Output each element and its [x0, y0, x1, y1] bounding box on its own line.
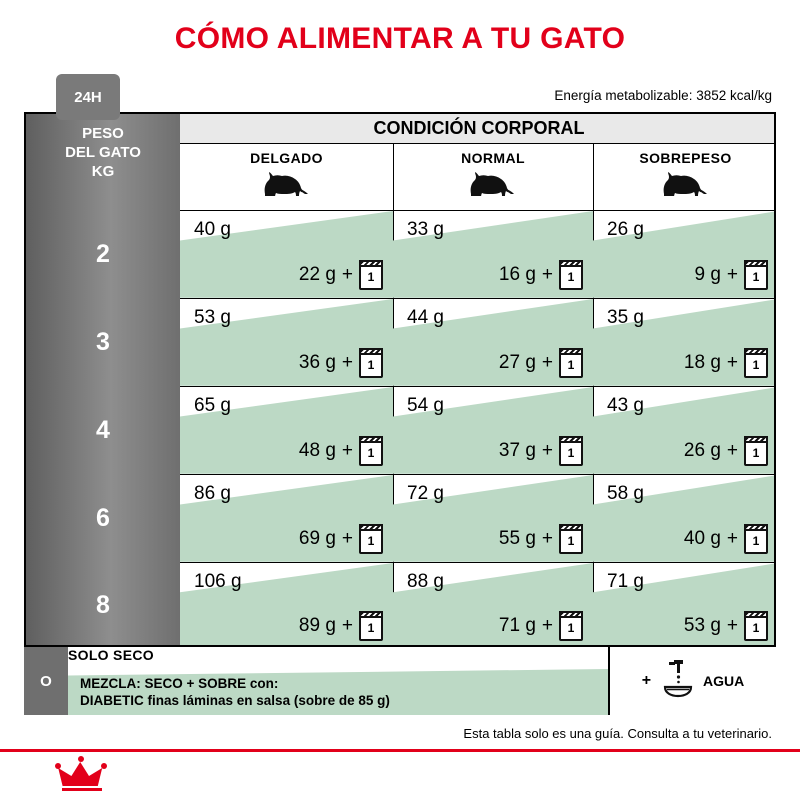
dry-amount: 54 g — [407, 395, 444, 416]
mix-amount-group — [684, 348, 768, 378]
table-cell — [393, 211, 593, 298]
mix-amount-group — [684, 524, 768, 554]
mix-amount-group — [299, 524, 383, 554]
page-title: CÓMO ALIMENTAR A TU GATO — [174, 22, 626, 55]
mix-amount-group — [684, 611, 768, 641]
or-label: O — [24, 647, 68, 715]
pouch-icon: 1 — [744, 436, 768, 466]
table-cell — [393, 563, 593, 647]
water-bowl-icon — [657, 659, 697, 704]
table-cell — [393, 299, 593, 386]
mix-amount: 36 g — [298, 351, 336, 373]
mix-amount: 37 g — [498, 439, 536, 461]
footnote: Esta tabla solo es una guía. Consulta a tu veterinario. — [463, 726, 772, 741]
mix-amount-group — [684, 436, 768, 466]
dry-amount: 40 g — [194, 219, 231, 240]
mix-amount: 9 g — [694, 263, 721, 285]
table-cell — [593, 475, 776, 562]
mix-amount-group — [499, 524, 583, 554]
weight-column — [26, 114, 180, 645]
weight-value: 4 — [96, 415, 110, 444]
column-header-sobrepeso — [593, 144, 776, 210]
plus-sign: + — [341, 351, 353, 373]
mix-amount-group — [299, 436, 383, 466]
plus-sign: + — [541, 263, 553, 285]
column-header-delgado — [180, 144, 393, 210]
water-label: AGUA — [703, 673, 745, 689]
pouch-icon: 1 — [359, 524, 383, 554]
plus-sign: + — [341, 615, 353, 636]
cat-silhouette-icon — [393, 170, 593, 201]
mix-amount: 71 g — [498, 615, 536, 636]
column-header-label: SOBREPESO — [639, 150, 732, 166]
mix-amount-group — [299, 611, 383, 641]
table-row — [180, 562, 776, 647]
mix-amount: 18 g — [683, 351, 721, 373]
mix-amount: 69 g — [298, 527, 336, 549]
table-cell — [180, 563, 393, 647]
table-row — [180, 474, 776, 562]
weight-header-line-3: KG — [91, 163, 115, 180]
dry-amount: 86 g — [194, 483, 231, 504]
mix-amount-group — [694, 260, 768, 290]
table-cell — [593, 387, 776, 474]
dry-amount: 43 g — [607, 395, 644, 416]
plus-sign: + — [726, 615, 738, 636]
mix-amount: 48 g — [298, 439, 336, 461]
column-header-label: NORMAL — [461, 150, 525, 166]
mix-title: MEZCLA: SECO + SOBRE con: — [80, 676, 279, 691]
plus-sign: + — [726, 351, 738, 373]
dry-amount: 58 g — [607, 483, 644, 504]
mix-amount-group — [499, 611, 583, 641]
column-header-label: DELGADO — [250, 150, 323, 166]
weight-header-line-1: PESO — [82, 125, 124, 142]
dry-amount: 35 g — [607, 307, 644, 328]
feeding-table — [24, 112, 776, 647]
table-row — [180, 298, 776, 386]
pouch-icon: 1 — [559, 436, 583, 466]
dry-amount: 88 g — [407, 571, 444, 592]
column-header-normal — [393, 144, 593, 210]
cat-silhouette-icon — [180, 170, 393, 201]
weight-value: 3 — [96, 327, 110, 356]
weight-column-header — [26, 124, 180, 181]
mix-amount: 27 g — [498, 351, 536, 373]
water-plus-sign: + — [641, 672, 652, 689]
pouch-icon: 1 — [559, 524, 583, 554]
plus-sign: + — [726, 439, 738, 461]
brand-bar — [0, 749, 800, 800]
pouch-icon: 1 — [359, 611, 383, 641]
footer-legend — [24, 647, 776, 715]
table-cell — [593, 211, 776, 298]
weight-value: 2 — [96, 239, 110, 268]
pouch-icon: 1 — [559, 611, 583, 641]
table-cell — [180, 475, 393, 562]
royal-canin-crown-logo — [46, 754, 116, 794]
pouch-icon: 1 — [359, 348, 383, 378]
metabolizable-energy-text: Energía metabolizable: 3852 kcal/kg — [554, 88, 772, 103]
weight-value: 8 — [96, 591, 110, 619]
24h-badge — [56, 74, 120, 120]
mix-amount-group — [499, 436, 583, 466]
dry-amount: 44 g — [407, 307, 444, 328]
mix-amount: 89 g — [298, 615, 336, 636]
plus-sign: + — [726, 263, 738, 285]
mix-amount-group — [299, 348, 383, 378]
pouch-icon: 1 — [744, 524, 768, 554]
condition-columns-header — [180, 144, 776, 210]
only-dry-label: SOLO SECO — [68, 647, 154, 663]
pouch-icon: 1 — [559, 260, 583, 290]
table-row — [180, 386, 776, 474]
mix-amount: 22 g — [298, 263, 336, 285]
mix-amount: 16 g — [498, 263, 536, 285]
mix-amount: 26 g — [683, 439, 721, 461]
pouch-icon: 1 — [744, 348, 768, 378]
mix-subtitle: DIABETIC finas láminas en salsa (sobre de 85 g) — [80, 693, 390, 708]
dry-amount: 65 g — [194, 395, 231, 416]
table-cell — [593, 563, 776, 647]
mix-description — [80, 675, 390, 709]
table-cell — [593, 299, 776, 386]
mix-amount-group — [499, 348, 583, 378]
pouch-icon: 1 — [559, 348, 583, 378]
plus-sign: + — [541, 527, 553, 549]
mix-amount-group — [499, 260, 583, 290]
plus-sign: + — [341, 263, 353, 285]
pouch-icon: 1 — [744, 260, 768, 290]
dry-amount: 71 g — [607, 571, 644, 592]
table-row — [180, 210, 776, 298]
mix-amount-group — [299, 260, 383, 290]
mix-amount: 55 g — [498, 527, 536, 549]
weight-value: 6 — [96, 503, 110, 532]
plus-sign: + — [341, 527, 353, 549]
table-cell — [393, 387, 593, 474]
dry-amount: 106 g — [194, 571, 242, 592]
plus-sign: + — [341, 439, 353, 461]
mix-amount: 40 g — [683, 527, 721, 549]
dry-amount: 33 g — [407, 219, 444, 240]
weight-header-line-2: DEL GATO — [65, 144, 141, 161]
table-cell — [180, 387, 393, 474]
mix-amount: 53 g — [683, 615, 721, 636]
dry-amount: 72 g — [407, 483, 444, 504]
water-box — [608, 647, 776, 715]
table-cell — [393, 475, 593, 562]
cat-silhouette-icon — [593, 170, 776, 201]
pouch-icon: 1 — [359, 260, 383, 290]
dry-amount: 26 g — [607, 219, 644, 240]
plus-sign: + — [541, 615, 553, 636]
body-condition-header: CONDICIÓN CORPORAL — [180, 114, 776, 144]
table-cell — [180, 299, 393, 386]
badge-label: 24H — [74, 88, 102, 106]
plus-sign: + — [541, 351, 553, 373]
table-cell — [180, 211, 393, 298]
plus-sign: + — [726, 527, 738, 549]
pouch-icon: 1 — [744, 611, 768, 641]
dry-amount: 53 g — [194, 307, 231, 328]
pouch-icon: 1 — [359, 436, 383, 466]
plus-sign: + — [541, 439, 553, 461]
